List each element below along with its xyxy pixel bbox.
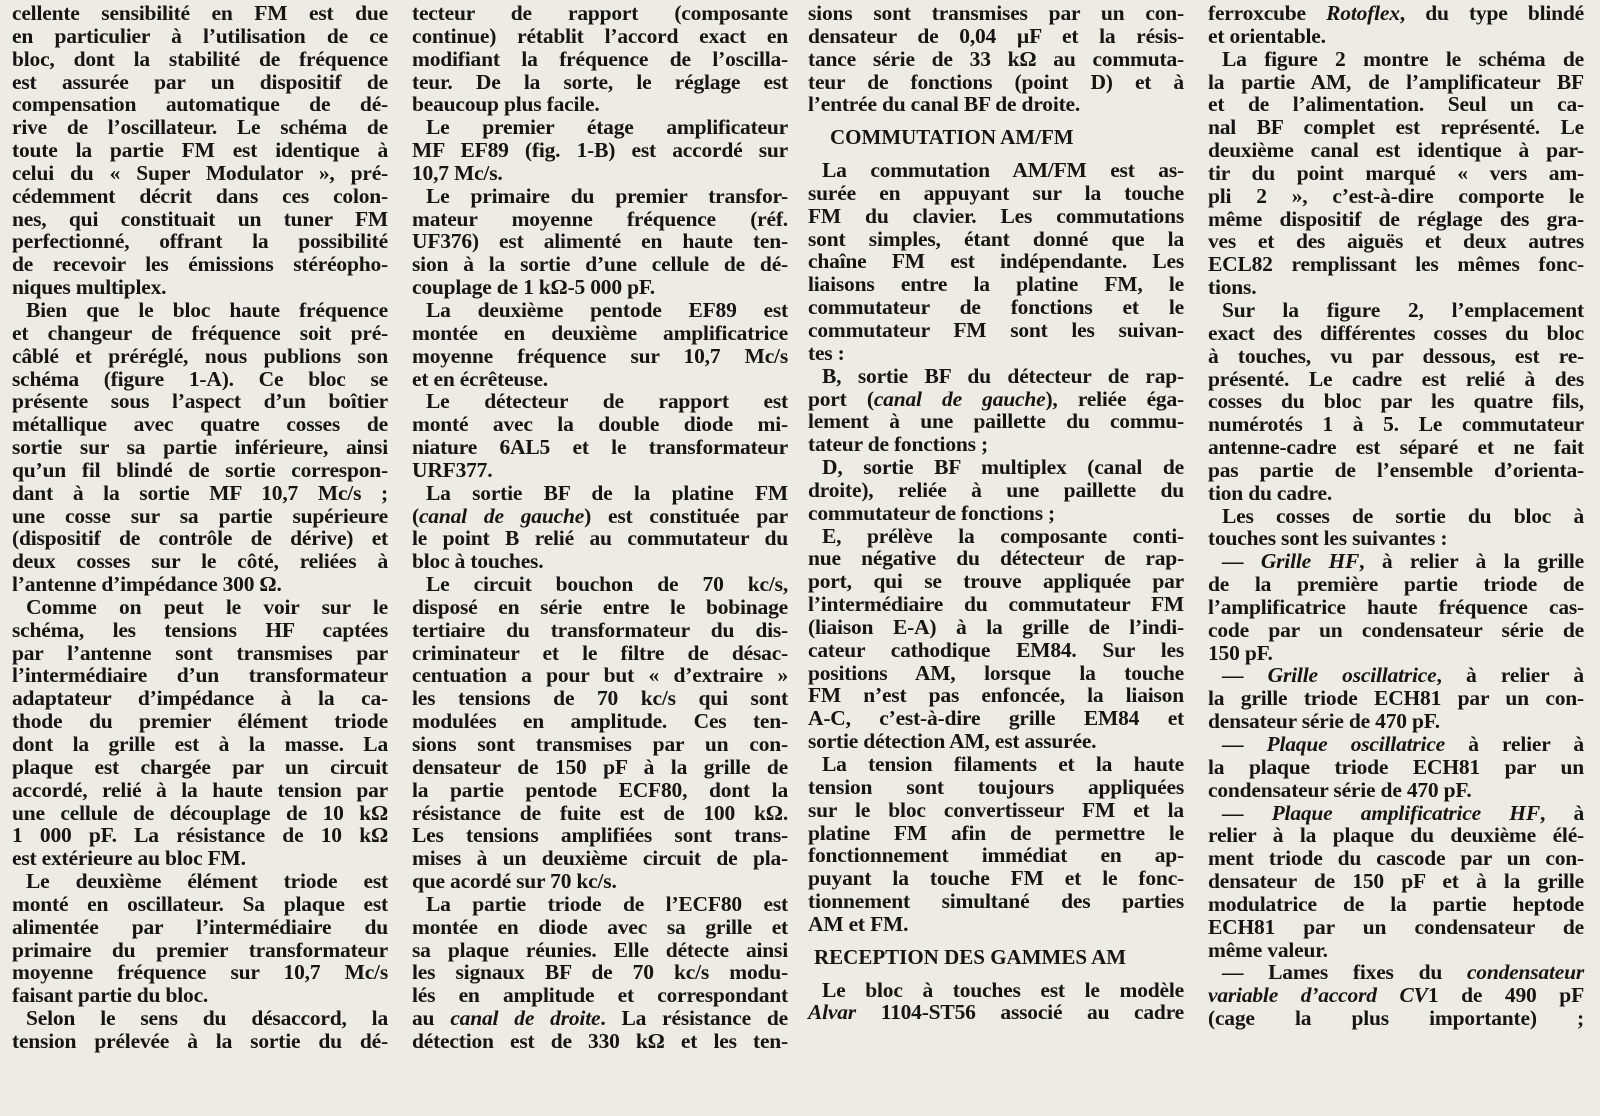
text-line: adaptateur d’impédance à la ca-	[12, 686, 388, 711]
text-line: perfectionné, offrant la possibilité	[12, 229, 388, 254]
text-line: de recevoir les émissions stéréopho-	[12, 252, 388, 277]
text-line: montée en diode avec sa grille et	[412, 914, 788, 939]
text-line: et de l’alimentation. Seul un ca-	[1208, 92, 1584, 117]
text-line: lement à une paillette du commu-	[808, 409, 1184, 434]
text-line: mises à un deuxième circuit de pla-	[412, 846, 788, 871]
section-heading: COMMUTATION AM/FM	[830, 125, 1074, 150]
text-line: la partie AM, de l’amplificateur BF	[1208, 69, 1584, 94]
text-line: sions sont transmises par un con-	[808, 1, 1184, 25]
text-line: Le premier étage amplificateur	[426, 115, 788, 140]
text-line: tion du cadre.	[1208, 480, 1333, 505]
text-line: Les tensions amplifiées sont trans-	[412, 823, 788, 848]
text-line: plaque est chargée par un circuit	[12, 754, 388, 779]
text-line: de la première partie triode de	[1208, 572, 1584, 597]
text-line: métallique avec quatre cosses de	[12, 412, 388, 437]
text-line: cédemment décrit dans ces colon-	[12, 183, 388, 208]
text-line: — Grille oscillatrice, à relier à	[1222, 663, 1584, 688]
text-line: — Plaque amplificatrice HF, à	[1222, 800, 1584, 825]
text-line: commutateur FM sont les suivan-	[808, 317, 1184, 342]
text-line: Sur la figure 2, l’emplacement	[1222, 297, 1584, 322]
text-line: la plaque triode ECH81 par un	[1208, 754, 1584, 779]
text-line: sont simples, étant donné que la	[808, 226, 1184, 251]
text-line: et changeur de fréquence soit pré-	[12, 320, 388, 345]
text-line: monté avec la double diode mi-	[412, 412, 788, 437]
text-line: commutateur de fonctions ;	[808, 500, 1055, 525]
text-line: une cosse sur sa partie supérieure	[12, 503, 388, 528]
text-line: touches sont les suivantes :	[1208, 526, 1448, 551]
text-line: moyenne fréquence sur 10,7 Mc/s	[12, 960, 388, 985]
text-line: thode du premier élément triode	[12, 709, 388, 734]
text-line: monté en oscillateur. Sa plaque est	[12, 891, 388, 916]
text-line: Selon le sens du désaccord, la	[26, 1006, 388, 1031]
text-line: chaîne FM est indépendante. Les	[808, 249, 1184, 274]
text-line: beaucoup plus facile.	[412, 92, 600, 117]
text-line: densateur de 150 pF et à la grille	[1208, 869, 1584, 894]
text-line: continue) rétablit l’accord exact en	[412, 23, 788, 48]
text-line: modifiant la fréquence de l’oscilla-	[412, 46, 788, 71]
text-line: La sortie BF de la platine FM	[426, 480, 788, 505]
text-line: Le deuxième élément triode est	[26, 869, 388, 894]
text-line: densateur de 150 pF à la grille de	[412, 754, 788, 779]
text-line: tions.	[1208, 275, 1257, 300]
text-line: port (canal de gauche), reliée éga-	[808, 386, 1184, 411]
text-line: schéma (figure 1-A). Ce bloc se	[12, 366, 388, 391]
text-line: détection est de 330 kΩ et les ten-	[412, 1028, 788, 1053]
text-line: ves et des aiguës et deux autres	[1208, 229, 1584, 254]
text-line: nes, qui constituait un tuner FM	[12, 206, 388, 231]
text-line: tateur de fonctions ;	[808, 432, 988, 457]
text-line: ment triode du cascode par un con-	[1208, 846, 1584, 871]
text-line: Comme on peut le voir sur le	[26, 594, 388, 619]
text-line: liaisons entre la platine FM, le	[808, 272, 1184, 297]
text-line: ECH81 par un condensateur de	[1208, 914, 1584, 939]
text-line: tertiaire du transformateur du dis-	[412, 617, 788, 642]
text-line: modulées en amplitude. Ces ten-	[412, 709, 788, 734]
text-line: centuation a pour but « d’extraire »	[412, 663, 788, 688]
text-line: compensation automatique de dé-	[12, 92, 388, 117]
text-line: tes :	[808, 340, 845, 365]
text-line: niature 6AL5 et le transformateur	[412, 435, 788, 460]
text-line: tir du point marqué « vers am-	[1208, 160, 1584, 185]
text-line: pli 2 », c’est-à-dire comporte le	[1208, 183, 1584, 208]
text-line: primaire du premier transformateur	[12, 937, 388, 962]
text-line: couplage de 1 kΩ-5 000 pF.	[412, 275, 655, 300]
text-line: accordé, relié à la haute tension par	[12, 777, 388, 802]
text-line: 10,7 Mc/s.	[412, 160, 503, 185]
text-line: qu’un fil blindé de sortie correspon-	[12, 457, 388, 482]
text-line: (dispositif de contrôle de dérive) et	[12, 526, 388, 551]
text-line: A-C, c’est-à-dire grille EM84 et	[808, 706, 1184, 731]
text-line: (canal de gauche) est constituée par	[412, 503, 788, 528]
text-line: tecteur de rapport (composante	[412, 1, 788, 25]
text-line: 1 000 pF. La résistance de 10 kΩ	[12, 823, 388, 848]
text-line: cellente sensibilité en FM est due	[12, 1, 388, 25]
text-line: densateur de 0,04 µF et la résis-	[808, 23, 1184, 48]
text-line: (liaison E-A) à la grille de l’indi-	[808, 614, 1184, 639]
text-line: présente sous l’aspect d’un boîtier	[12, 389, 388, 414]
text-line: commutateur de fonctions et le	[808, 295, 1184, 320]
text-line: nue négative du détecteur de rap-	[808, 546, 1184, 571]
text-line: (cage la plus importante) ;	[1208, 1006, 1584, 1031]
text-line: montée en deuxième amplificatrice	[412, 320, 788, 345]
text-line: à touches, vu par dessous, est re-	[1208, 343, 1584, 368]
text-column-3	[808, 2, 1184, 1024]
text-line: l’antenne d’impédance 300 Ω.	[12, 572, 282, 597]
text-line: densateur série de 470 pF.	[1208, 709, 1440, 734]
text-line: lés en amplitude et correspondant	[412, 983, 788, 1008]
text-line: FM n’est pas enfoncée, la liaison	[808, 683, 1184, 708]
text-line: sion à la sortie d’une cellule de dé-	[412, 252, 788, 277]
text-line: teur. De la sorte, le réglage est	[412, 69, 788, 94]
text-line: tionnement simultané des parties	[808, 889, 1184, 914]
text-line: ferroxcube Rotoflex, du type blindé	[1208, 1, 1584, 25]
text-line: que acordé sur 70 kc/s.	[412, 869, 617, 894]
text-line: tension sont toujours appliquées	[808, 774, 1184, 799]
text-line: celui du « Super Modulator », pré-	[12, 160, 388, 185]
text-line: par l’antenne sont transmises par	[12, 640, 388, 665]
text-line: teur de fonctions (point D) et à	[808, 69, 1184, 94]
text-line: Le circuit bouchon de 70 kc/s,	[426, 572, 788, 597]
text-line: positions AM, lorsque la touche	[808, 660, 1184, 685]
text-line: puyant la touche FM et le fonc-	[808, 866, 1184, 891]
text-line: câblé et préréglé, nous publions son	[12, 343, 388, 368]
text-column-2	[412, 2, 788, 1053]
text-line: droite), reliée à une paillette du	[808, 477, 1184, 502]
text-line: l’intermédiaire d’un transformateur	[12, 663, 388, 688]
text-line: URF377.	[412, 457, 493, 482]
text-line: Les cosses de sortie du bloc à	[1222, 503, 1584, 528]
text-line: — Grille HF, à relier à la grille	[1222, 549, 1585, 574]
text-line: l’intermédiaire du commutateur FM	[808, 592, 1184, 617]
text-line: FM du clavier. Les commutations	[808, 203, 1184, 228]
text-line: schéma, les tensions HF captées	[12, 617, 388, 642]
text-line: dant à la sortie MF 10,7 Mc/s ;	[12, 480, 388, 505]
text-line: fonctionnement immédiat en ap-	[808, 843, 1184, 868]
text-line: l’entrée du canal BF de droite.	[808, 92, 1081, 117]
text-line: La figure 2 montre le schéma de	[1222, 46, 1584, 71]
text-line: une cellule de découplage de 10 kΩ	[12, 800, 388, 825]
text-line: au canal de droite. La résistance de	[412, 1006, 789, 1031]
text-line: relier à la plaque du deuxième élé-	[1208, 823, 1584, 848]
text-line: cateur cathodique EM84. Sur les	[808, 637, 1184, 662]
text-line: exact des différentes cosses du bloc	[1208, 320, 1584, 345]
text-line: est extérieure au bloc FM.	[12, 846, 246, 871]
text-line: MF EF89 (fig. 1-B) est accordé sur	[412, 138, 788, 163]
text-line: niques multiplex.	[12, 275, 167, 300]
section-heading: RECEPTION DES GAMMES AM	[814, 944, 1127, 969]
text-line: rive de l’oscillateur. Le schéma de	[12, 115, 388, 140]
text-line: Le bloc à touches est le modèle	[822, 977, 1184, 1002]
text-line: condensateur série de 470 pF.	[1208, 777, 1472, 802]
text-line: les signaux BF de 70 kc/s modu-	[412, 960, 788, 985]
text-line: UF376) est alimenté en haute ten-	[412, 229, 788, 254]
text-line: pas partie de l’ensemble d’orienta-	[1208, 457, 1584, 482]
text-line: l’amplificatrice haute fréquence cas-	[1208, 594, 1584, 619]
text-line: antenne-cadre est séparé et ne fait	[1208, 435, 1584, 460]
text-line: surée en appuyant sur la touche	[808, 180, 1184, 205]
text-line: Bien que le bloc haute fréquence	[26, 297, 388, 322]
text-line: sa plaque réunies. Elle détecte ainsi	[412, 937, 788, 962]
text-line: La deuxième pentode EF89 est	[426, 297, 788, 322]
text-line: Alvar 1104-ST56 associé au cadre	[808, 1000, 1184, 1025]
text-line: platine FM afin de permettre le	[808, 820, 1184, 845]
text-line: ECL82 remplissant les mêmes fonc-	[1208, 252, 1584, 277]
text-line: port, qui se trouve appliquée par	[808, 569, 1184, 594]
text-line: AM et FM.	[808, 911, 909, 936]
text-line: en particulier à l’utilisation de ce	[12, 23, 388, 48]
text-line: cosses du bloc par les quatre fils,	[1208, 389, 1584, 414]
text-line: variable d’accord CV1 de 490 pF	[1208, 983, 1584, 1008]
text-line: La tension filaments et la haute	[822, 752, 1184, 776]
text-line: même valeur.	[1208, 937, 1328, 962]
text-line: tance série de 33 kΩ au commuta-	[808, 46, 1184, 71]
text-line: sortie détection AM, est assurée.	[808, 729, 1097, 754]
text-line: le point B relié au commutateur du	[412, 526, 788, 551]
text-column-1	[12, 2, 388, 1053]
text-line: numérotés 1 à 5. Le commutateur	[1208, 412, 1584, 437]
text-line: dont la grille est à la masse. La	[12, 732, 388, 756]
text-line: Le primaire du premier transfor-	[426, 183, 788, 208]
text-line: toute la partie FM est identique à	[12, 138, 388, 163]
text-line: E, prélève la composante conti-	[822, 523, 1184, 548]
text-line: deux cosses sur le côté, reliées à	[12, 549, 388, 574]
text-line: La commutation AM/FM est as-	[822, 158, 1184, 183]
text-line: alimentée par l’intermédiaire du	[12, 914, 388, 939]
text-line: La partie triode de l’ECF80 est	[426, 891, 788, 916]
text-line: tension prélevée à la sortie du dé-	[12, 1028, 388, 1053]
text-line: et orientable.	[1208, 23, 1326, 48]
text-line: sions sont transmises par un con-	[412, 732, 788, 756]
text-line: est assurée par un dispositif de	[12, 69, 388, 94]
text-line: la grille triode ECH81 par un con-	[1208, 686, 1584, 711]
text-line: D, sortie BF multiplex (canal de	[822, 455, 1184, 480]
text-line: Le détecteur de rapport est	[426, 389, 788, 414]
text-line: même dispositif de réglage des gra-	[1208, 206, 1584, 231]
text-line: la partie pentode ECF80, dont la	[412, 777, 788, 802]
text-line: mateur moyenne fréquence (réf.	[412, 206, 788, 231]
text-line: disposé en série entre le bobinage	[412, 594, 788, 619]
text-line: deuxième canal est identique à par-	[1208, 138, 1584, 163]
text-line: bloc à touches.	[412, 549, 544, 574]
text-column-4	[1208, 2, 1584, 1030]
text-line: criminateur et le filtre de désac-	[412, 640, 788, 665]
text-line: les tensions de 70 kc/s qui sont	[412, 686, 788, 711]
text-line: moyenne fréquence sur 10,7 Mc/s	[412, 343, 788, 368]
text-line: B, sortie BF du détecteur de rap-	[822, 363, 1184, 388]
text-line: code par un condensateur série de	[1208, 617, 1584, 642]
text-line: présenté. Le cadre est relié à des	[1208, 366, 1584, 391]
text-line: — Plaque oscillatrice à relier à	[1222, 732, 1584, 756]
text-line: résistance de fuite est de 100 kΩ.	[412, 800, 788, 825]
text-line: et en écrêteuse.	[412, 366, 548, 391]
text-line: sur le bloc convertisseur FM et la	[808, 797, 1184, 822]
text-line: 150 pF.	[1208, 640, 1273, 665]
text-line: sortie sur sa partie inférieure, ainsi	[12, 435, 388, 460]
text-line: — Lames fixes du condensateur	[1222, 960, 1584, 985]
text-line: bloc, dont la stabilité de fréquence	[12, 46, 388, 71]
text-line: modulatrice de la partie heptode	[1208, 891, 1584, 916]
text-line: nal BF complet est représenté. Le	[1208, 115, 1584, 140]
text-line: faisant partie du bloc.	[12, 983, 209, 1008]
